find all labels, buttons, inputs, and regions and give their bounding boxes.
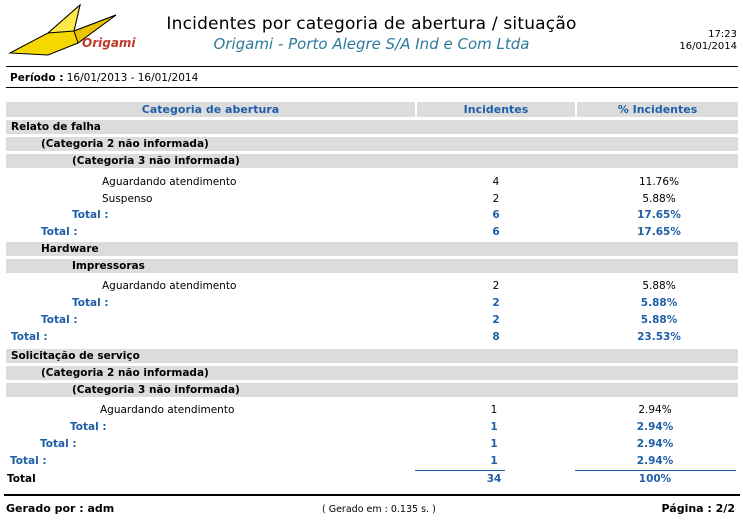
period: [10, 72, 198, 84]
status-pct: 5.88%: [642, 280, 676, 292]
header-divider: [6, 66, 738, 67]
period-label: Período :: [10, 72, 64, 84]
report-timestamp: [679, 29, 737, 53]
subtotal-pct: 17.65%: [637, 209, 681, 221]
subtotal-count: 1: [490, 421, 498, 433]
subtotal-label: Total :: [70, 421, 107, 433]
status-count: 2: [492, 280, 500, 292]
status-count: 1: [490, 404, 498, 416]
status-pct: 11.76%: [638, 176, 680, 188]
report-time: 17:23: [708, 29, 737, 40]
subtotal-count: 1: [490, 438, 498, 450]
generated-time: ( Gerado em : 0.135 s. ): [322, 504, 436, 515]
category2-name: Hardware: [41, 243, 99, 255]
category3-name: Impressoras: [72, 260, 145, 272]
subtotal-pct: 17.65%: [637, 226, 681, 238]
group-band: [6, 120, 738, 134]
group-total-pct: 23.53%: [637, 331, 681, 343]
category3-name: (Categoria 3 não informada): [72, 384, 240, 396]
grand-total-count: 34: [486, 473, 502, 485]
footer-divider: [4, 494, 740, 496]
status-label: Aguardando atendimento: [102, 176, 237, 188]
company-name: Origami - Porto Alegre S/A Ind e Com Ltda: [213, 35, 530, 53]
group-total-label: Total :: [10, 455, 47, 467]
group-total-pct: 2.94%: [636, 455, 674, 467]
subtotal-count: 2: [492, 297, 500, 309]
grand-total-underline: [415, 470, 505, 471]
category2-name: (Categoria 2 não informada): [41, 367, 209, 379]
logo-text: Origami: [82, 36, 136, 50]
subtotal-pct: 5.88%: [640, 314, 678, 326]
subtotal-label: Total :: [72, 209, 109, 221]
subtotal-label: Total :: [40, 438, 77, 450]
period-divider: [6, 87, 738, 88]
subtotal-pct: 2.94%: [636, 421, 674, 433]
grand-total-label: Total: [7, 473, 36, 485]
page-number: Página : 2/2: [661, 502, 735, 515]
col-incidents: Incidentes: [417, 102, 575, 117]
subtotal-count: 6: [492, 226, 500, 238]
category3-name: (Categoria 3 não informada): [72, 155, 240, 167]
grand-total-underline: [575, 470, 736, 471]
subtotal-count: 6: [492, 209, 500, 221]
status-pct: 5.88%: [642, 193, 676, 205]
subtotal-count: 2: [492, 314, 500, 326]
status-label: Aguardando atendimento: [102, 280, 237, 292]
status-count: 2: [492, 193, 500, 205]
status-label: Aguardando atendimento: [100, 404, 235, 416]
status-pct: 2.94%: [638, 404, 672, 416]
grand-total-pct: 100%: [638, 473, 672, 485]
col-pct: % Incidentes: [577, 102, 738, 117]
subtotal-pct: 5.88%: [640, 297, 678, 309]
category2-name: (Categoria 2 não informada): [41, 138, 209, 150]
subtotal-label: Total :: [41, 226, 78, 238]
col-category: Categoria de abertura: [6, 102, 415, 117]
report-title: Incidentes por categoria de abertura / situação: [166, 14, 577, 34]
group-name: Solicitação de serviço: [11, 350, 140, 362]
subtotal-pct: 2.94%: [636, 438, 674, 450]
group-total-count: 1: [490, 455, 498, 467]
group-name: Relato de falha: [11, 121, 101, 133]
subtotal-label: Total :: [72, 297, 109, 309]
category2-band: [6, 242, 738, 256]
group-total-label: Total :: [11, 331, 48, 343]
status-label: Suspenso: [102, 193, 153, 205]
subtotal-label: Total :: [41, 314, 78, 326]
generated-by: Gerado por : adm: [6, 502, 115, 515]
group-total-count: 8: [492, 331, 500, 343]
report-date: 16/01/2014: [679, 41, 737, 52]
period-value: 16/01/2013 - 16/01/2014: [66, 72, 199, 84]
status-count: 4: [492, 176, 500, 188]
